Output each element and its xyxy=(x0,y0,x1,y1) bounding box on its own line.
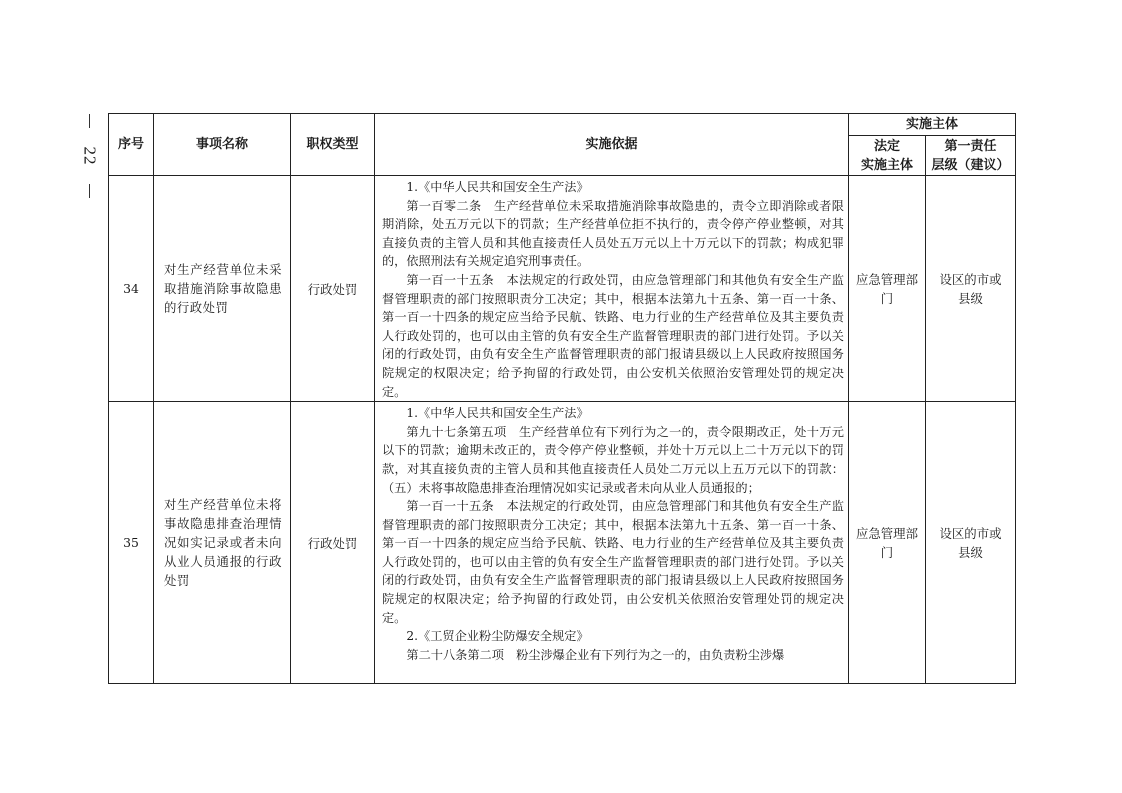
row-seq: 34 xyxy=(109,176,154,402)
header-name: 事项名称 xyxy=(154,114,291,176)
header-subject-group: 实施主体 xyxy=(849,114,1016,136)
header-seq: 序号 xyxy=(109,114,154,176)
row-item-name: 对生产经营单位未采取措施消除事故隐患的行政处罚 xyxy=(154,176,291,402)
basis-article: 第二十八条第二项 粉尘涉爆企业有下列行为之一的，由负责粉尘涉爆 xyxy=(406,647,785,662)
basis-article: 第一百一十五条 本法规定的行政处罚，由应急管理部门和其他负有安全生产监督管理职责的部门按照职责分工决定；其中，根据本法第九十五条、第一百一十条、第一百一十四条的规定应当给予民航、铁路、电力行业的生产经营单位及其主要负责人行政处罚的，也可以由主管的负有安全生产监督管理职责的部门进行处罚。予以关闭的行政处罚，由负有安全生产监督管理职责的部门报请县级以上人民政府按照国务院规定的权限决定；给予拘留的行政处罚，由公安机关依照治安管理处罚的规定决定。 xyxy=(382,499,844,625)
basis-article: 第九十七条第五项 生产经营单位有下列行为之一的，责令限期改正，处十万元以下的罚款；逾期未改正的，责令停产停业整顿，并处十万元以上二十万元以下的罚款，对其直接负责的主管人员和其他直接责任人员处二万元以上五万元以下的罚款：（五）未将事故隐患排查治理情况如实记录或者未向从业人员通报的； xyxy=(382,424,844,495)
header-type: 职权类型 xyxy=(291,114,375,176)
page-number-dash-top xyxy=(89,114,90,128)
row-authority-type: 行政处罚 xyxy=(291,176,375,402)
page-number-dash-bottom xyxy=(89,184,90,198)
row-responsibility-level: 设区的市或县级 xyxy=(926,402,1016,684)
table-row xyxy=(109,402,1016,684)
row-legal-subject: 应急管理部门 xyxy=(849,176,926,402)
basis-article: 第一百一十五条 本法规定的行政处罚，由应急管理部门和其他负有安全生产监督管理职责的部门按照职责分工决定；其中，根据本法第九十五条、第一百一十条、第一百一十四条的规定应当给予民航、铁路、电力行业的生产经营单位及其主要负责人行政处罚的，也可以由主管的负有安全生产监督管理职责的部门进行处罚。予以关闭的行政处罚，由负有安全生产监督管理职责的部门报请县级以上人民政府按照国务院规定的权限决定；给予拘留的行政处罚，由公安机关依照治安管理处罚的规定决定。 xyxy=(382,272,844,399)
row-legal-subject: 应急管理部门 xyxy=(849,402,926,684)
row-basis xyxy=(375,402,849,684)
page-number xyxy=(74,112,104,212)
row-basis xyxy=(375,176,849,402)
row-seq: 35 xyxy=(109,402,154,684)
row-authority-type: 行政处罚 xyxy=(291,402,375,684)
basis-law-title: 1.《中华人民共和国安全生产法》 xyxy=(406,406,589,421)
basis-law-title: 1.《中华人民共和国安全生产法》 xyxy=(406,180,589,194)
header-subject-level: 第一责任 层级（建议） xyxy=(926,136,1016,176)
table-row xyxy=(109,176,1016,402)
authority-table xyxy=(108,113,1016,684)
basis-article: 第一百零二条 生产经营单位未采取措施消除事故隐患的，责令立即消除或者限期消除，处五万元以下的罚款；生产经营单位拒不执行的，责令停产停业整顿，对其直接负责的主管人员和其他直接责任人员处五万元以上十万元以下的罚款；构成犯罪的，依照刑法有关规定追究刑事责任。 xyxy=(382,198,844,269)
page-number-value: 22 xyxy=(80,146,99,166)
header-basis: 实施依据 xyxy=(375,114,849,176)
header-subject-legal: 法定 实施主体 xyxy=(849,136,926,176)
basis-regulation-title: 2.《工贸企业粉尘防爆安全规定》 xyxy=(406,629,589,644)
row-responsibility-level: 设区的市或县级 xyxy=(926,176,1016,402)
row-item-name: 对生产经营单位未将事故隐患排查治理情况如实记录或者未向从业人员通报的行政处罚 xyxy=(154,402,291,684)
